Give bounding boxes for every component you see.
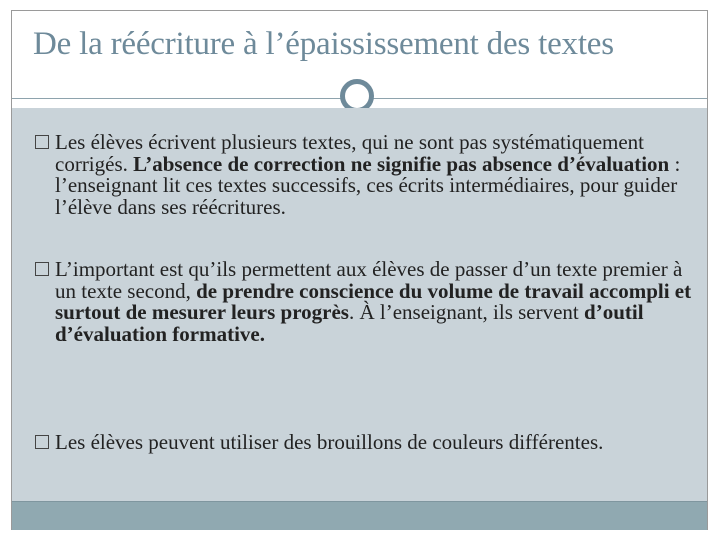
bullet-text xyxy=(35,432,695,454)
bullet-text-part: : l’enseignant lit ces textes successifs, ces écrits intermédiaires, pour guider l’élève dans ses réécritures. xyxy=(55,151,681,219)
bullet-text-part: Les élèves écrivent plusieurs textes, qui ne sont pas systématiquement corrigés. xyxy=(55,130,645,176)
bullet-item-1 xyxy=(35,132,695,218)
bullet-text-bold: de prendre conscience du volume de travail accompli et surtout de mesurer leurs progrès xyxy=(55,278,692,324)
bullet-box-icon xyxy=(35,135,49,149)
bullet-item-3 xyxy=(35,432,695,454)
bullet-text-part: L’important est qu’ils permettent aux élèves de passer d’un texte premier à un texte second, xyxy=(55,257,683,303)
bullet-item-2 xyxy=(35,259,695,345)
slide-title: De la réécriture à l’épaississement des textes xyxy=(33,26,614,62)
bullet-text-bold: L’absence de correction ne signifie pas absence d’évaluation xyxy=(133,151,670,176)
bullet-text-bold: d’outil d’évaluation formative. xyxy=(55,300,644,346)
bullet-text xyxy=(35,259,695,345)
bullet-box-icon xyxy=(35,262,49,276)
bullet-text-part: Les élèves peuvent utiliser des brouillons de couleurs différentes. xyxy=(55,430,604,454)
bullet-text xyxy=(35,132,695,218)
slide-frame xyxy=(11,10,708,530)
footer-bar xyxy=(12,501,707,530)
bullet-box-icon xyxy=(35,435,49,449)
bullet-text-part: . À l’enseignant, ils servent xyxy=(348,300,585,324)
content-area xyxy=(12,108,707,501)
